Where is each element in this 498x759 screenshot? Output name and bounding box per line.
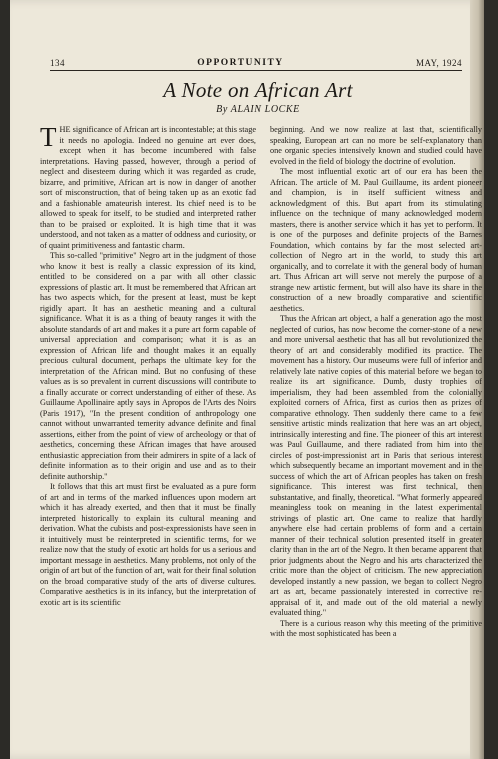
left-column <box>40 122 256 608</box>
paragraph: Thus the African art object, a half a generation ago the most neglected of curios, has now become the corner-stone of a new and more universal aesthetic that has all but revolutionized the theory of art and considerably modified its practice. The movement has a history. Our museums were full of inferior and relatively late native copies of this material before we began to realize its art significance. Dumb, dusty trophies of imperialism, they had been assembled from the colonially exploited corners of Africa, first as curios then as prizes of comparative ethnology. Then suddenly there came to a few sensitive artistic minds realization that here was an art object, intrinsically interesting and fine. The pioneer of this art interest was Paul Guillaume, and there radiated from him into the circles of post-impressionist art in Paris that serious interest which subsequently became an important movement and in the success of which the art of African peoples has taken on fresh significance. This interest was first technical, then substantative, and finally, theoretical. "What formerly appeared meaningless took on meaning in the latest experimental strivings of plastic art. One came to realize that hardly anywhere else had certain problems of form and a certain manner of their technical solution presented itself in greater clarity than in the art of the Negro. It then became apparent that prior judgments about the Negro and his arts characterized the critic more than the object of criticism. The new appreciation developed instantly a new passion, we began to collect Negro art as art, became passionately interested in corrective re-appraisal of it, and made out of the old material a newly evaluated thing." <box>270 314 482 617</box>
byline: By ALAIN LOCKE <box>216 104 300 115</box>
page-number: 134 <box>50 58 65 68</box>
article-title: A Note on African Art <box>163 78 353 102</box>
issue-date: MAY, 1924 <box>415 58 462 68</box>
paragraph <box>40 122 256 251</box>
header-rule <box>50 70 462 71</box>
paragraph: There is a curious reason why this meeting of the primitive with the most sophisticated has been a <box>270 618 482 638</box>
paragraph: It follows that this art must first be evaluated as a pure form of art and in terms of the marked influences upon modern art which it has already exerted, and then that it must be finally interpreted historically to explain its cultural meaning and derivation. What the cubists and post-expressionists have seen in it intuitively must be reinterpreted in scientific terms, for we realize now that the study of exotic art holds for us a serious and important message in aesthetics. Many problems, not only of the origin of art but of the function of art, wait for their final solution on the broad comparative study of the arts of diverse cultures. Comparative aesthetics is in its infancy, but the interpretation of exotic art is its scientific <box>40 482 256 607</box>
paragraph: beginning. And we now realize at last that, scientifically speaking, European art can no more be self-explanatory than one organic species intensively known and studied could have evolved in the field of biology the doctrine of evolution. <box>270 125 482 166</box>
journal-title: OPPORTUNITY <box>197 58 284 68</box>
paragraph: This so-called "primitive" Negro art in the judgment of those who know it best is really a classic expression of its kind, entitled to be considered on a par with all other classic expressions of plastic art. It must be remembered that African art has two aspects which, for the present at least, must be kept rigidly apart. It has an aesthetic meaning and a cultural significance. What it is as a thing of beauty ranges it with the absolute standards of art and makes it a pure art form capable of universal appreciation and comparison; what it is as an expression of African life and thought makes it an equally precious cultural document, perhaps the ultimate key for the interpretation of the African mind. But no confusing of these values as is so prevalent in current discussions will contribute to a finally accurate or correct understanding of either of these. As Guillaume Apollinaire aptly says in Apropos de l'Arts des Noirs (Paris 1917), "In the present condition of anthropology one cannot without unwarranted temerity advance definite and final assertions, either from the point of view of archeology or that of aesthetics, concerning these African images that have aroused enthusiastic appreciation from their admirers in spite of a lack of definite information as to their origin and use and as to their definite authorship." <box>40 251 256 481</box>
running-head <box>50 56 462 68</box>
right-column <box>270 125 482 640</box>
drop-cap: T <box>40 122 57 152</box>
paragraph: The most influential exotic art of our era has been the African. The article of M. Paul Guillaume, its ardent pioneer and champion, is in itself sufficient witness and acknowledgment of this. But apart from its stimulating influence on the technique of many acknowledged modern masters, there is another service which it has yet to perform. It is one of the purposes and definite projects of the Barnes Foundation, which contains by far the most selected art-collection of Negro art in the world, to study this art organically, and to correlate it with the general body of human art. Thus African art will serve not merely the purpose of a strange new artistic ferment, but will also have its share in the construction of a new broadly comparative and scientific aesthetics. <box>270 167 482 313</box>
paragraph-text: HE significance of African art is incontestable; at this stage it needs no apologia. Indeed no genuine art ever does, except when it has become incumbered with false interpretations. Having passed, however, through a period of neglect and disesteem during which it was regarded as crude, bizarre, and primitive, African art is now in danger of another sort of misconstruction, that of being taken up as an exotic fad and a fashionable amateurish interest. Its chief need is to be allowed to speak for itself, to be studied and interpreted rather than to be praised or exploited. It is high time that it was understood, and not taken as a matter of oddness and curiosity, or of quaint primitiveness and fantastic charm. <box>40 125 256 250</box>
